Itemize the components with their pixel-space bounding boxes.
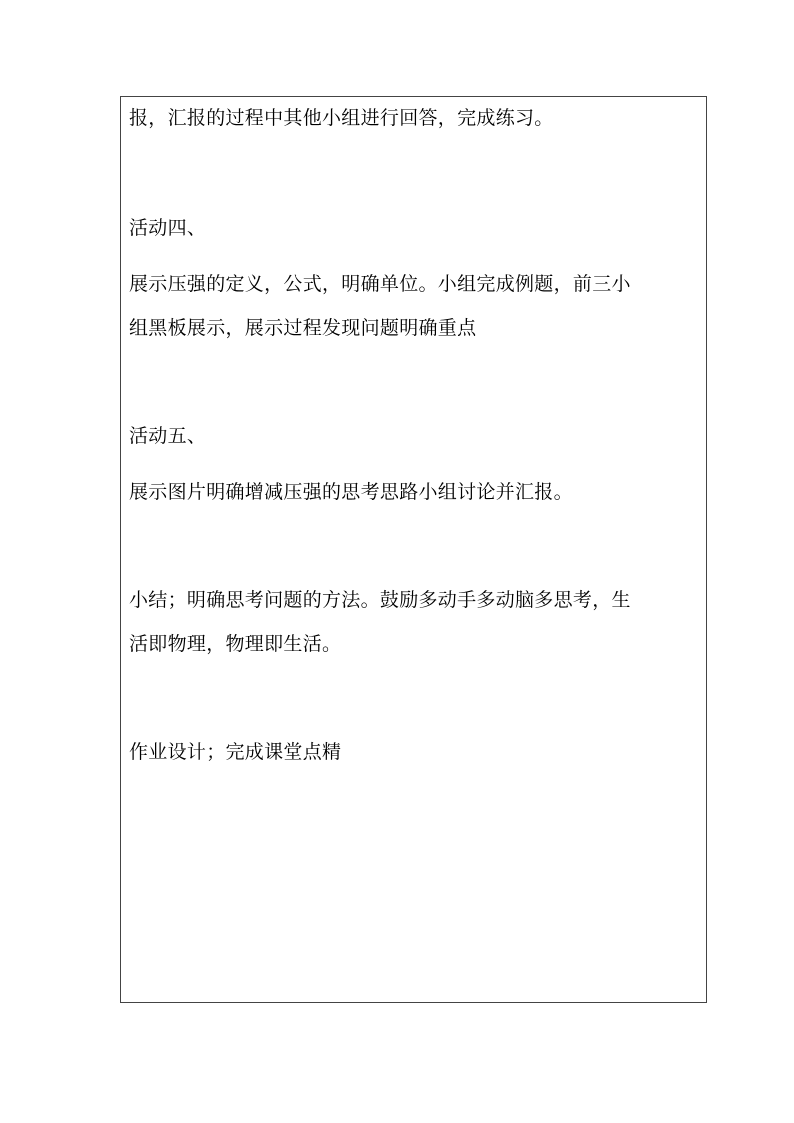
homework-line: 作业设计；完成课堂点精 bbox=[129, 741, 342, 763]
text-line: 组黑板展示，展示过程发现问题明确重点 bbox=[129, 317, 477, 339]
text-line: 报，汇报的过程中其他小组进行回答，完成练习。 bbox=[129, 107, 554, 129]
summary-line: 小结；明确思考问题的方法。鼓励多动手多动脑多思考，生 bbox=[129, 589, 631, 611]
text-line: 活即物理，物理即生活。 bbox=[129, 633, 342, 655]
section-heading: 活动五、 bbox=[129, 425, 207, 447]
section-heading: 活动四、 bbox=[129, 217, 207, 239]
text-line: 展示图片明确增减压强的思考思路小组讨论并汇报。 bbox=[129, 481, 573, 503]
table-cell bbox=[120, 96, 707, 1003]
text-line: 展示压强的定义，公式，明确单位。小组完成例题，前三小 bbox=[129, 273, 631, 295]
